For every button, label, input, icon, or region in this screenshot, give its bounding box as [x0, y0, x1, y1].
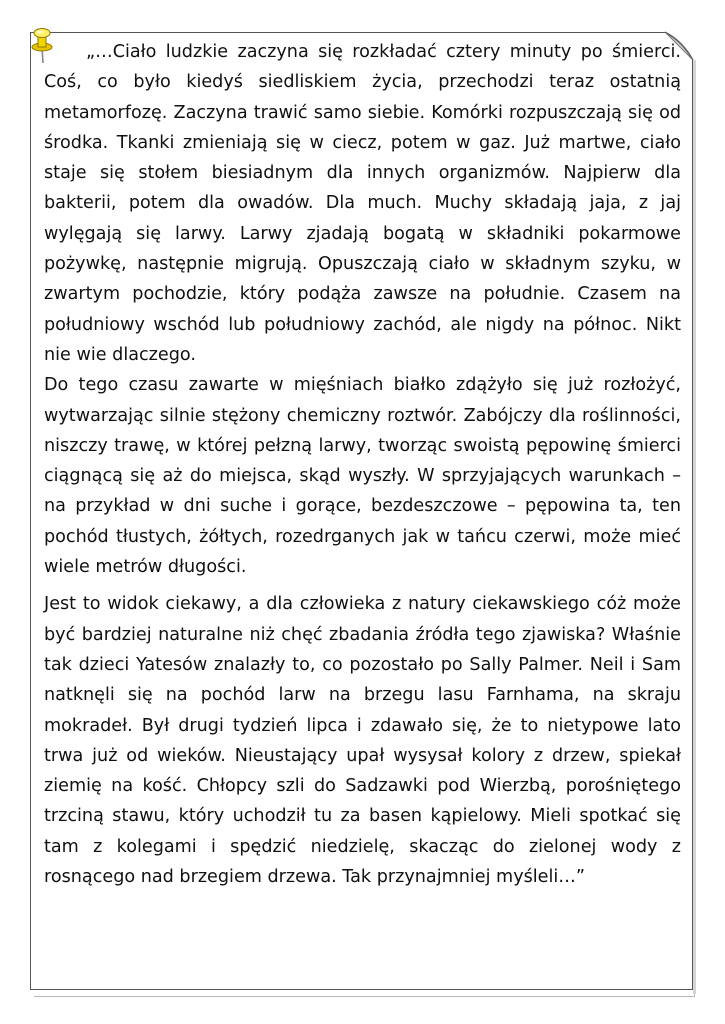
paper-shadow-edge [34, 990, 695, 997]
paragraph-2: Do tego czasu zawarte w mięśniach białko zdążyło się już rozłożyć, wytwarzając silnie stężony chemiczny roztwór. Zabójczy dla roślinności, niszczy trawę, w której pełzną larwy, tworząc swoistą pępowinę śmierci ciągnącą się aż do miejsca, skąd wyszły. W sprzyjających warunkach – na przykład w dni suche i gorące, bezdeszczowe – pępowina ta, ten pochód tłustych, żółtych, rozedrganych jak w tańcu czerwi, może mieć wiele metrów długości. [44, 375, 681, 578]
document-body [44, 37, 681, 892]
paper-side-shadow [693, 60, 696, 994]
paragraph-3: Jest to widok ciekawy, a dla człowieka z natury ciekawskiego cóż może być bardziej naturalne niż chęć zbadania źródła tego zjawiska? Właśnie tak dzieci Yatesów znalazły to, co pozostało po Sally Palmer. Neil i Sam natknęli się na pochód larw na brzegu lasu Farnhama, na skraju mokradeł. Był drugi tydzień lipca i zdawało się, że to nietypowe lato trwa już od wieków. Nieustający upał wysysał kolory z drzew, spiekał ziemię na kość. Chłopcy szli do Sadzawki pod Wierzbą, porośniętego trzciną stawu, który uchodził tu za basen kąpielowy. Mieli spotkać się tam z kolegami i spędzić niedzielę, skacząc do zielonej wody z rosnącego nad brzegiem drzewa. Tak przynajmniej myśleli…” [44, 594, 681, 888]
paragraph-1: „…Ciało ludzkie zaczyna się rozkładać cztery minuty po śmierci. Coś, co było kiedyś siedliskiem życia, przechodzi teraz ostatnią metamorfozę. Zaczyna trawić samo siebie. Komórki rozpuszczają się od środka. Tkanki zmieniają się w ciecz, potem w gaz. Już martwe, ciało staje się stołem biesiadnym dla innych organizmów. Najpierw dla bakterii, potem dla owadów. Dla much. Muchy składają jaja, z jaj wylęgają się larwy. Larwy zjadają bogatą w składniki pokarmowe pożywkę, następnie migrują. Opuszczają ciało w składnym szyku, w zwartym pochodzie, który podąża zawsze na południe. Czasem na południowy wschód lub południowy zachód, ale nigdy na północ. Nikt nie wie dlaczego. [44, 42, 681, 365]
